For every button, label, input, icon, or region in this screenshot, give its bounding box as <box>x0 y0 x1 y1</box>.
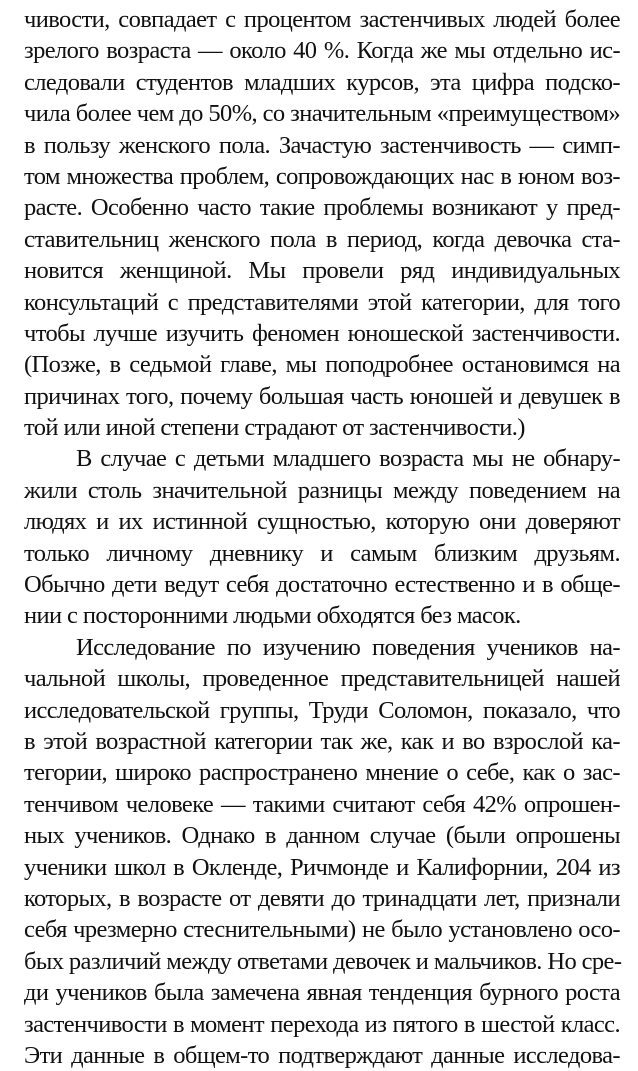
paragraph-3 <box>24 632 620 1071</box>
text-line: чивости, совпадает с процентом застенчивых людей более <box>24 6 620 33</box>
text-line: зрелого возраста — около 40 %. Когда же мы отдельно ис- <box>24 37 620 65</box>
text-line: ученики школ в Окленде, Ричмонде и Калифорнии, 204 из <box>24 853 620 881</box>
text-line: исследовательской группы, Труди Соломон, показало, что <box>24 696 620 724</box>
text-line: Обычно дети ведут себя достаточно естественно и в обще- <box>24 571 620 599</box>
paragraph-2 <box>24 443 620 631</box>
text-line: людях и их истинной сущностью, которую они доверяют <box>24 508 620 536</box>
text-line: той или иной степени страдают от застенчивости.) <box>24 414 525 442</box>
text-line: в этой возрастной категории так же, как и во взрослой ка- <box>24 727 620 755</box>
text-line: застенчивости в момент перехода из пятого в шестой класс. <box>24 1010 620 1038</box>
text-line: чальной школы, проведенное представительницей нашей <box>24 665 620 693</box>
text-line: причинах того, почему большая часть юношей и девушек в <box>24 382 620 410</box>
text-line: в пользу женского пола. Зачастую застенчивость — симп- <box>24 131 620 159</box>
text-line: бых различий между ответами девочек и мальчиков. Но сре- <box>24 947 622 975</box>
text-line: В случае с детьми младшего возраста мы не обнару- <box>76 445 620 473</box>
text-line: ставительниц женского пола в период, когда девочка ста- <box>24 225 620 253</box>
text-line: тенчивом человеке — такими считают себя 42% опрошен- <box>24 790 620 818</box>
text-line: (Позже, в седьмой главе, мы поподробнее остановимся на <box>24 351 620 379</box>
text-line: ных учеников. Однако в данном случае (были опрошены <box>24 822 620 850</box>
text-line: Исследование по изучению поведения учеников на- <box>76 633 620 661</box>
text-line: себя чрезмерно стеснительными) не было установлено осо- <box>24 916 620 944</box>
text-line: расте. Особенно часто такие проблемы возникают у пред- <box>24 194 620 222</box>
text-line: новится женщиной. Мы провели ряд индивидуальных <box>24 257 620 285</box>
text-line: чила более чем до 50%, со значительным «преимуществом» <box>24 100 620 128</box>
text-line: Эти данные в общем-то подтверждают данные исследова- <box>24 1041 620 1069</box>
text-line: ди учеников была замечена явная тенденция бурного роста <box>24 979 620 1007</box>
text-line: которых, в возрасте от девяти до тринадцати лет, признали <box>24 884 620 912</box>
text-line: нии с посторонними людьми обходятся без масок. <box>24 602 521 630</box>
text-line: жили столь значительной разницы между поведением на <box>24 476 620 504</box>
text-line: чтобы лучше изучить феномен юношеской застенчивости. <box>24 319 620 347</box>
text-line: тегории, широко распространено мнение о себе, как о зас- <box>24 759 620 787</box>
document-page <box>24 4 620 1071</box>
text-line: только личному дневнику и самым близким друзьям. <box>24 539 620 567</box>
text-line: консультаций с представителями этой категории, для того <box>24 288 620 316</box>
paragraph-1 <box>24 4 620 443</box>
text-line: следовали студентов младших курсов, эта цифра подско- <box>24 68 620 96</box>
text-line: том множества проблем, сопровождающих нас в юном воз- <box>24 162 620 190</box>
